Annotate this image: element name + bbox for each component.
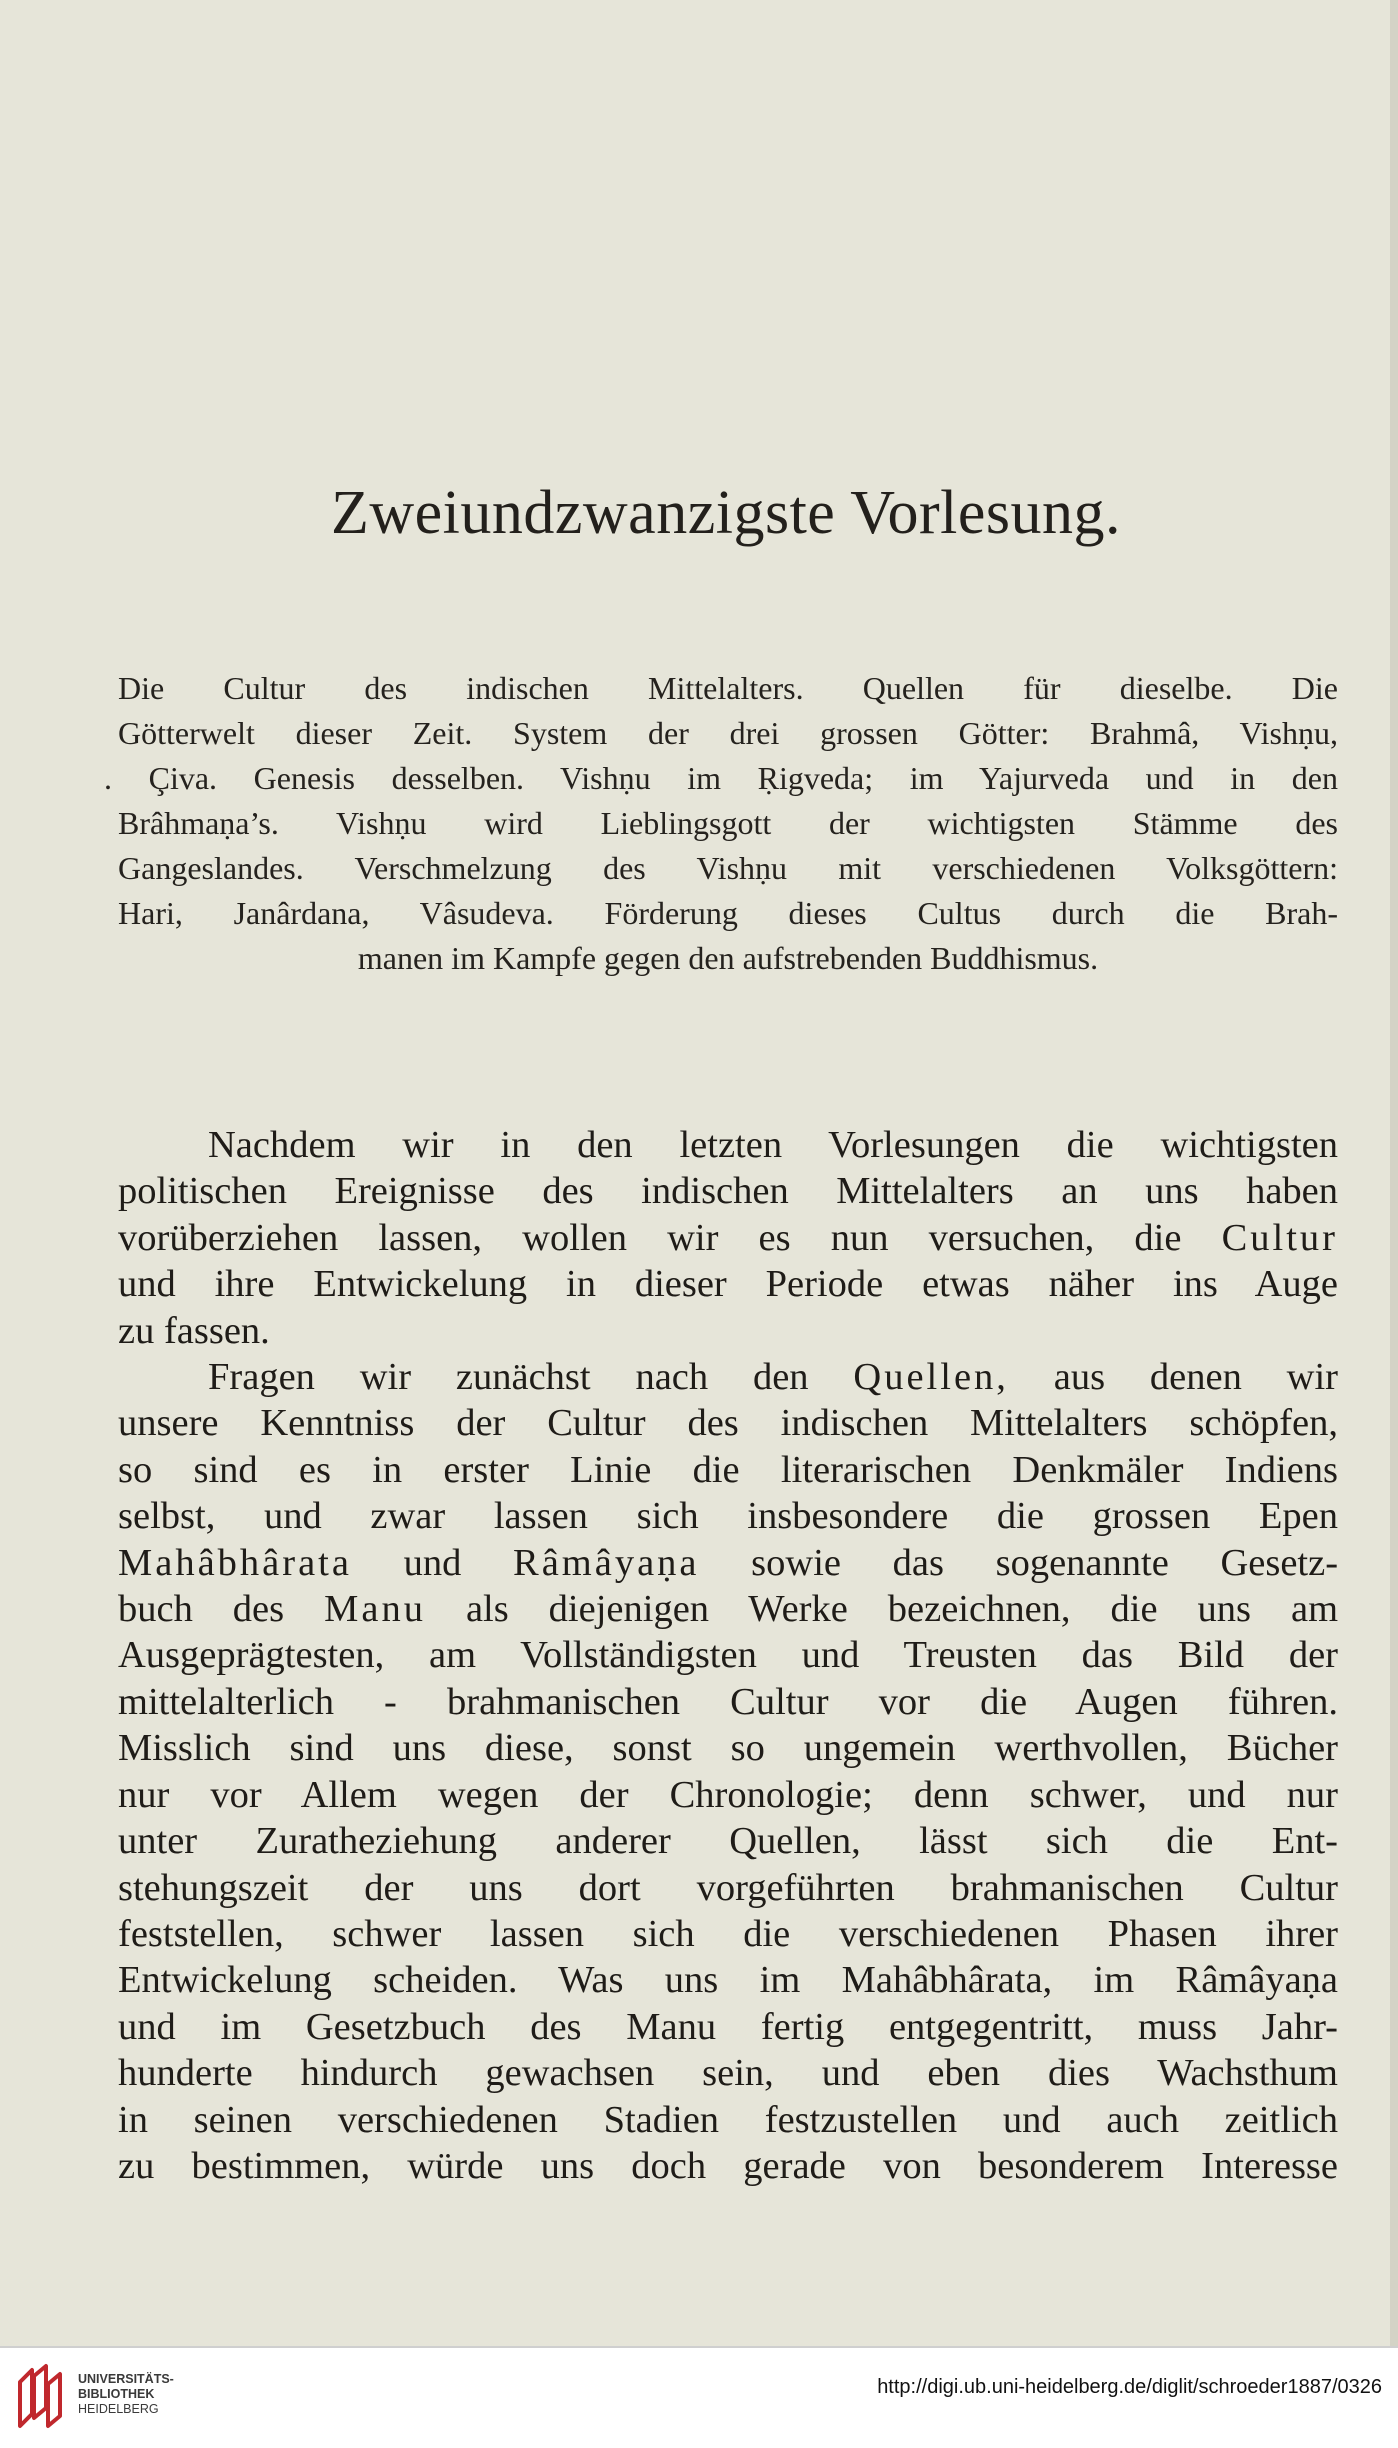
text-run: und: [403, 1541, 462, 1584]
paragraph-line: feststellen, schwer lassen sich die verschiedenen Phasen ihrer: [118, 1912, 1338, 1955]
paragraph-line: unsere Kenntniss der Cultur des indischen Mittelalters schöpfen,: [118, 1402, 1338, 1445]
footer-divider: [0, 2346, 1398, 2348]
summary-line: Die Cultur des indischen Mittelalters. Quellen für dieselbe. Die: [118, 670, 1338, 706]
paragraph-line: in seinen verschiedenen Stadien festzustellen und auch zeitlich: [118, 2098, 1338, 2141]
emphasized-term: Quellen,: [853, 1356, 1009, 1399]
paragraph-line: [118, 1122, 1338, 1168]
summary-line: Brâhmaṇa’s. Vishṇu wird Lieblingsgott der wichtigsten Stämme des: [118, 805, 1338, 841]
summary-line: . Çiva. Genesis desselben. Vishṇu im Ṛigveda; im Yajurveda und in den: [104, 760, 1338, 796]
summary-line: Hari, Janârdana, Vâsudeva. Förderung dieses Cultus durch die Brah-: [118, 895, 1338, 931]
paragraph-line: zu fassen.: [118, 1309, 270, 1352]
summary-line: manen im Kampfe gegen den aufstrebenden Buddhismus.: [357, 940, 1099, 976]
chapter-summary: [104, 666, 1338, 981]
paragraph-line: Ausgeprägtesten, am Vollständigsten und Treusten das Bild der: [118, 1634, 1338, 1677]
text-run: Nachdem wir in den letzten Vorlesungen die wichtigsten: [208, 1124, 1338, 1166]
text-run: aus denen wir: [1053, 1356, 1338, 1399]
text-run: sowie das sogenannte Gesetz-: [751, 1541, 1339, 1584]
library-name: [78, 2372, 174, 2417]
emphasized-term: Râmâyaṇa: [513, 1541, 700, 1584]
text-run: Fragen wir zunächst nach den: [208, 1356, 809, 1399]
paragraph-line: stehungszeit der uns dort vorgeführten brahmanischen Cultur: [118, 1866, 1338, 1909]
paragraph-line: politischen Ereignisse des indischen Mittelalters an uns haben: [118, 1170, 1338, 1213]
summary-line: Götterwelt dieser Zeit. System der drei grossen Götter: Brahmâ, Vishṇu,: [118, 715, 1338, 751]
library-logo-icon[interactable]: [14, 2360, 66, 2434]
paragraph-line: und ihre Entwickelung in dieser Periode etwas näher ins Auge: [118, 1263, 1338, 1306]
emphasized-term: Mahâbhârata: [118, 1541, 352, 1584]
paragraph-line: [118, 1215, 1338, 1261]
library-name-line: BIBLIOTHEK: [78, 2387, 155, 2401]
paragraph-line: Misslich sind uns diese, sonst so ungemein werthvollen, Bücher: [118, 1727, 1338, 1770]
library-name-line: HEIDELBERG: [78, 2402, 159, 2416]
summary-line: Gangeslandes. Verschmelzung des Vishṇu mit verschiedenen Volksgöttern:: [118, 850, 1338, 886]
body-text: [118, 1122, 1338, 2189]
paragraph-line: nur vor Allem wegen der Chronologie; denn schwer, und nur: [118, 1773, 1338, 1816]
permalink-url[interactable]: http://digi.ub.uni-heidelberg.de/diglit/schroeder1887/0326: [877, 2376, 1382, 2398]
paragraph-line: hunderte hindurch gewachsen sein, und eben dies Wachsthum: [118, 2052, 1338, 2095]
page-edge: [1390, 0, 1398, 2346]
paragraph-line: unter Zuratheziehung anderer Quellen, lässt sich die Ent-: [118, 1820, 1338, 1863]
paragraph-line: [118, 1540, 1338, 1586]
paragraph-line: selbst, und zwar lassen sich insbesondere die grossen Epen: [118, 1495, 1338, 1538]
text-run: als diejenigen Werke bezeichnen, die uns am: [465, 1588, 1339, 1631]
text-run: buch des: [118, 1588, 285, 1631]
paragraph-line: [118, 1586, 1338, 1632]
paragraph-line: zu bestimmen, würde uns doch gerade von besonderem Interesse: [118, 2144, 1338, 2187]
library-name-line: UNIVERSITÄTS-: [78, 2372, 174, 2386]
paragraph-line: [118, 1354, 1338, 1400]
text-run: vorüberziehen lassen, wollen wir es nun versuchen, die: [118, 1216, 1182, 1259]
lecture-title: Zweiundzwanzigste Vorlesung.: [331, 479, 1121, 547]
emphasized-term: Manu: [324, 1588, 426, 1631]
paragraph-line: Entwickelung scheiden. Was uns im Mahâbhârata, im Râmâyaṇa: [118, 1959, 1338, 2002]
paragraph-line: so sind es in erster Linie die literarischen Denkmäler Indiens: [118, 1448, 1338, 1491]
paragraph-line: und im Gesetzbuch des Manu fertig entgegentritt, muss Jahr-: [118, 2005, 1338, 2048]
emphasized-term: Cultur: [1221, 1216, 1339, 1259]
paragraph-line: mittelalterlich - brahmanischen Cultur vor die Augen führen.: [118, 1680, 1338, 1723]
